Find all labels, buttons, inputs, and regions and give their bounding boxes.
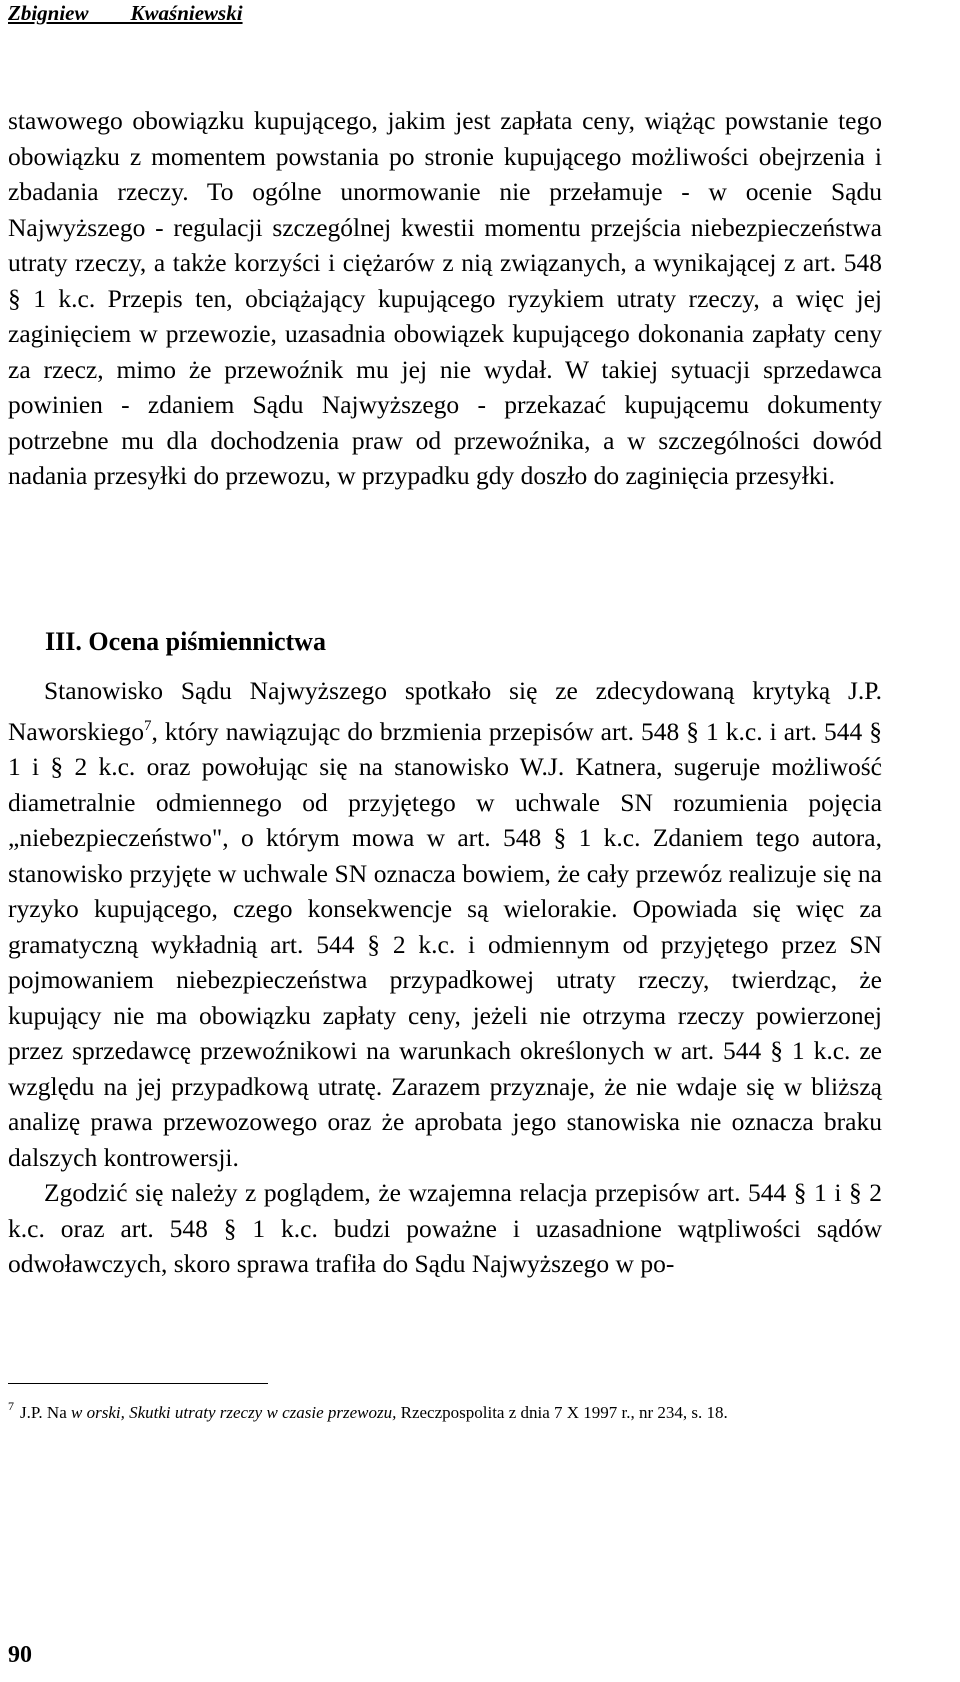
footnote-divider [8,1383,268,1384]
paragraph-2-before-ref: Stanowisko Sądu Najwyższego spotkało się ze zdecydowaną krytyką J.P. Naworskiego [8,676,882,746]
footnote-source: Rzeczpospolita z dnia 7 X 1997 r., nr 234, s. 18. [400,1403,728,1422]
footnote-author: J.P. Na [20,1403,67,1422]
page-number: 90 [8,1642,32,1668]
footnote [8,1393,888,1426]
footnote-mark: 7 [8,1399,14,1413]
paragraph-3: Zgodzić się należy z poglądem, że wzajemna relacja przepisów art. 544 § 1 i § 2 k.c. oraz art. 548 § 1 k.c. budzi poważne i uzasadnione wątpliwości sądów odwoławczych, skoro sprawa trafiła do Sądu Najwyższego w po- [8,1178,882,1278]
footnote-title: w orski, Skutki utraty rzeczy w czasie przewozu, [71,1403,397,1422]
section-heading: III. Ocena piśmiennictwa [45,627,326,656]
paragraph-2-after-ref: , który nawiązując do brzmienia przepisów art. 548 § 1 k.c. i art. 544 § 1 i § 2 k.c. oraz powołując się na stanowisko W.J. Katnera, sugeruje możliwość diametralnie odmiennego od przyjętego w uchwale SN rozumienia pojęcia „niebezpieczeństwo", o którym mowa w art. 548 § 1 k.c. Zdaniem tego autora, stanowisko przyjęte w uchwale SN oznacza bowiem, że cały przewóz realizuje się na ryzyko kupującego, czego konsekwencje są wielorakie. Opowiada się więc za gramatyczną wykładnią art. 544 § 2 k.c. i odmiennym od przyjętego przez SN pojmowaniem niebezpieczeństwa przypadkowej utraty rzeczy, twierdząc, że kupujący nie ma obowiązku zapłaty ceny, jeżeli nie otrzyma rzeczy powierzonej przez sprzedawcę przewoźnikowi na warunkach określonych w art. 544 § 1 k.c. ze względu na jej przypadkową utratę. Zarazem przyznaje, że nie wdaje się w bliższą analizę prawa przewozowego oraz że aprobata jego stanowiska nie oznacza braku dalszych kontrowersji. [8,716,882,1172]
paragraph-1-text: stawowego obowiązku kupującego, jakim jest zapłata ceny, wiążąc powstanie tego obowiązku z momentem powstania po stronie kupującego możliwości obejrzenia i zbadania rzeczy. To ogólne unormowanie nie przełamuje - w ocenie Sądu Najwyższego - regulacji szczególnej kwestii momentu przejścia niebezpieczeństwa utraty rzeczy, a także korzyści i ciężarów z nią związanych, a wynikającej z art. 548 § 1 k.c. Przepis ten, obciążający kupującego ryzykiem utraty rzeczy, a więc jej zaginięciem w przewozie, uzasadnia obowiązek kupującego dokonania zapłaty ceny za rzecz, mimo że przewoźnik mu jej nie wydał. W takiej sytuacji sprzedawca powinien - zdaniem Sądu Najwyższego - przekazać kupującemu dokumenty potrzebne mu dla dochodzenia praw od przewoźnika, a w szczególności dowód nadania przesyłki do przewozu, w przypadku gdy doszło do zaginięcia przesyłki. [8,106,882,490]
paragraph-continuation [8,103,882,494]
running-header-author: Zbigniew Kwaśniewski [8,1,243,25]
paragraph-2 [8,673,882,1175]
footnote-reference: 7 [143,717,152,734]
paragraph-block [8,673,882,1282]
